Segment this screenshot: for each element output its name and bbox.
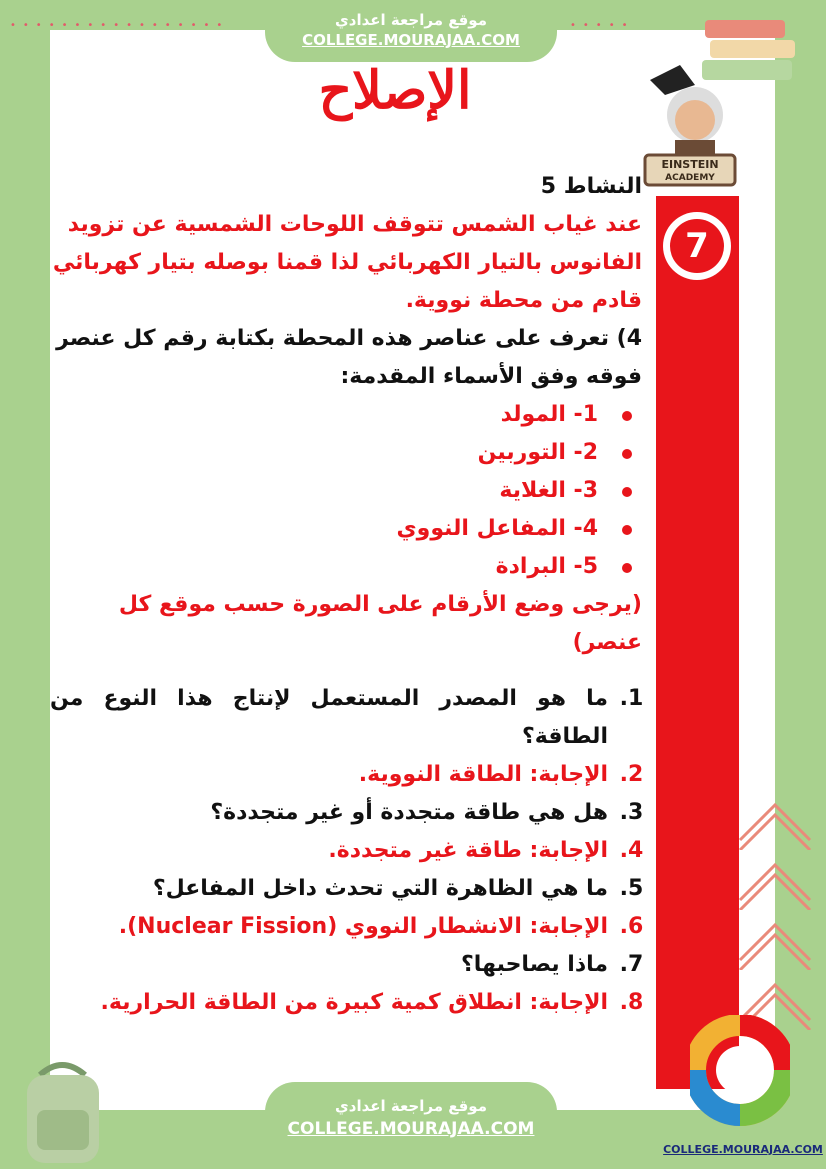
svg-text:EINSTEIN: EINSTEIN [661,158,719,171]
answer: 4. الإجابة: طاقة غير متجددة. [50,832,612,870]
footer-site-name: موقع مراجعة اعدادي [335,1097,487,1115]
chevron-decor-icon [735,910,815,970]
question: 1. ما هو المصدر المستعمل لإنتاج هذا النوع من الطاقة؟ [50,680,612,756]
einstein-mascot-icon [640,60,740,190]
backpack-icon [15,1055,110,1165]
list-item: 5- البرادة [50,548,632,586]
question: 7. ماذا يصاحبها؟ [50,946,612,984]
note-text: (يرجى وضع الأرقام على الصورة حسب موقع كل عنصر) [118,592,642,655]
list-item: 4- المفاعل النووي [50,510,632,548]
answer: 8. الإجابة: انطلاق كمية كبيرة من الطاقة الحرارية. [50,984,612,1022]
answer: 2. الإجابة: الطاقة النووية. [50,756,612,794]
decor-dots: ••••• [570,20,635,31]
side-red-bar [656,196,739,1089]
question: 5. ما هي الظاهرة التي تحدث داخل المفاعل؟ [50,870,612,908]
page-number: 7 [670,219,724,273]
elements-list [50,396,642,586]
decor-dots: ••••••••••••••••• [10,20,230,31]
logo-site-link[interactable]: COLLEGE.MOURAJAA.COM [663,1143,823,1156]
chevron-decor-icon [735,790,815,850]
page-number-badge [663,212,731,280]
chevron-decor-icon [735,850,815,910]
list-item: 2- التوربين [50,434,632,472]
intro-text: عند غياب الشمس تتوقف اللوحات الشمسية عن تزويد الفانوس بالتيار الكهربائي لذا قمنا بوصله بتيار كهربائي قادم من محطة نووية. [52,212,642,313]
svg-text:ACADEMY: ACADEMY [665,173,715,183]
header-site-name: موقع مراجعة اعدادي [335,11,487,29]
header-tab [265,0,557,62]
header-site-link[interactable]: COLLEGE.MOURAJAA.COM [302,31,520,49]
answer: 6. الإجابة: الانشطار النووي (Nuclear Fission). [50,908,612,946]
list-item: 3- الغلاية [50,472,632,510]
content [50,168,642,1022]
footer-tab [265,1082,557,1169]
site-logo-icon [690,1015,790,1135]
question: 3. هل هي طاقة متجددة أو غير متجددة؟ [50,794,612,832]
questions-list [50,680,642,1022]
activity-heading: النشاط 5 [540,174,642,199]
footer-site-link[interactable]: COLLEGE.MOURAJAA.COM [287,1119,535,1139]
page-title: الإصلاح [318,60,472,121]
list-item: 1- المولد [50,396,632,434]
task-text: 4) تعرف على عناصر هذه المحطة بكتابة رقم كل عنصر فوقه وفق الأسماء المقدمة: [56,326,642,389]
